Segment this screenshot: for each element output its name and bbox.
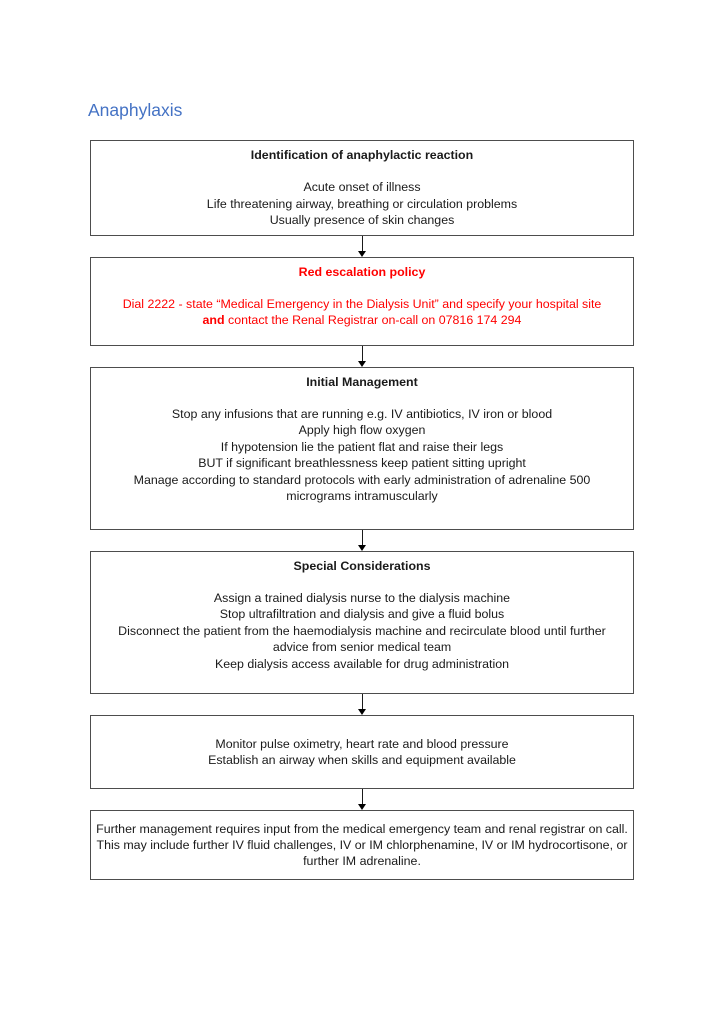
page-title: Anaphylaxis [88, 99, 183, 120]
box-line: Further management requires input from the medical emergency team and renal registrar on call. This may include further IV fluid challenges, IV or IM chlorphenamine, IV or IM hydrocortisone, or further IM adrenaline. [96, 821, 628, 869]
box-line: Apply high flow oxygen [298, 423, 426, 438]
flow-box-red-escalation-policy [90, 257, 634, 346]
bold-and: and [202, 313, 225, 328]
flowchart [90, 140, 634, 880]
box-line: If hypotension lie the patient flat and raise their legs [220, 439, 504, 454]
box-line: Monitor pulse oximetry, heart rate and blood pressure [215, 736, 509, 751]
box-line: Establish an airway when skills and equipment available [208, 753, 516, 768]
flow-arrow [90, 236, 634, 257]
box-line: Keep dialysis access available for drug administration [214, 656, 510, 671]
flow-arrow [90, 789, 634, 810]
box-line: Dial 2222 - state “Medical Emergency in the Dialysis Unit” and specify your hospital site [122, 297, 602, 312]
flow-arrow [90, 530, 634, 551]
arrow-line [362, 346, 363, 361]
flow-arrow [90, 346, 634, 367]
arrow-line [362, 694, 363, 709]
arrow-line [362, 236, 363, 251]
box-line: Usually presence of skin changes [269, 213, 455, 228]
box-line: Manage according to standard protocols with early administration of adrenaline 500 micrograms intramuscularly [133, 472, 591, 504]
box-heading: Initial Management [306, 374, 418, 389]
flow-box-further-management [90, 810, 634, 880]
box-line: BUT if significant breathlessness keep patient sitting upright [198, 456, 526, 471]
box-heading: Red escalation policy [298, 264, 426, 279]
box-line: Assign a trained dialysis nurse to the dialysis machine [213, 591, 511, 606]
box-line [101, 312, 623, 328]
flow-box-initial-management [90, 367, 634, 530]
flow-arrow [90, 694, 634, 715]
box-line: Acute onset of illness [303, 180, 421, 195]
arrow-line [362, 789, 363, 804]
box-heading: Special Considerations [293, 558, 431, 573]
box-line: Stop ultrafiltration and dialysis and give a fluid bolus [219, 607, 505, 622]
box-heading: Identification of anaphylactic reaction [250, 148, 474, 162]
flow-box-monitoring [90, 715, 634, 789]
flow-box-special-considerations [90, 551, 634, 694]
box-line-rest: contact the Renal Registrar on-call on 07816 174 294 [224, 313, 522, 328]
box-line: Disconnect the patient from the haemodialysis machine and recirculate blood until further advice from senior medical team [118, 623, 606, 655]
flow-box-identification [90, 140, 634, 236]
arrow-line [362, 530, 363, 545]
box-line: Life threatening airway, breathing or circulation problems [206, 196, 518, 211]
box-line: Stop any infusions that are running e.g. IV antibiotics, IV iron or blood [171, 407, 553, 422]
